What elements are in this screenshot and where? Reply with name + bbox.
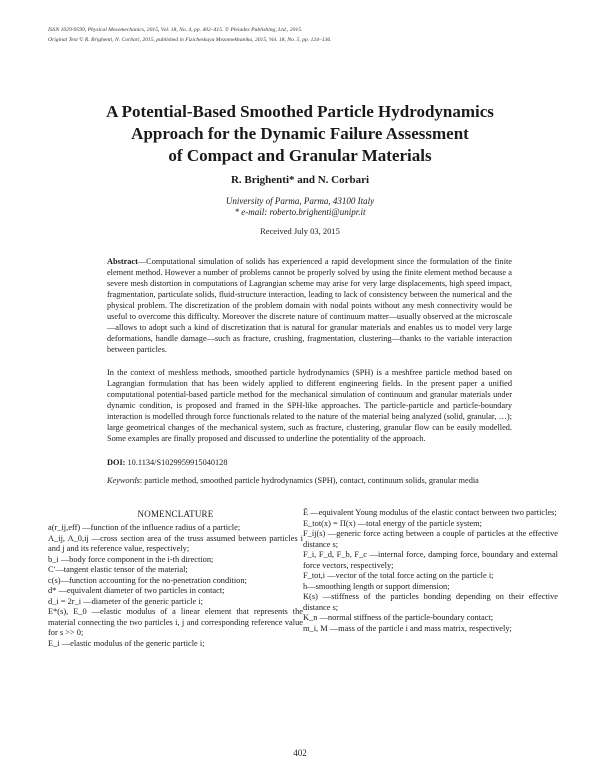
nomenclature-list-right bbox=[303, 508, 558, 634]
doi bbox=[107, 457, 227, 468]
nomenclature-entry bbox=[48, 607, 303, 639]
affiliation: University of Parma, Parma, 43100 Italy bbox=[225, 196, 375, 206]
nomenclature-symbol: a(r_ij,eff) bbox=[48, 523, 81, 532]
nomenclature-entry bbox=[303, 550, 558, 571]
nomenclature-definition: —cross section area of the truss assumed between particles i and j and its reference value, respectively; bbox=[48, 533, 303, 553]
nomenclature-symbol: K_n bbox=[303, 613, 318, 622]
title-line-3: of Compact and Granular Materials bbox=[168, 146, 432, 165]
nomenclature-definition: —body force component in the i-th direction; bbox=[58, 554, 214, 564]
authors: R. Brighenti* and N. Corbari bbox=[230, 174, 370, 186]
keywords bbox=[107, 475, 517, 486]
nomenclature-symbol: C′ bbox=[48, 565, 56, 574]
nomenclature-definition: —tangent elastic tensor of the material; bbox=[55, 565, 188, 574]
nomenclature-left-column bbox=[48, 508, 303, 649]
nomenclature-definition: —elastic modulus of the generic particle i; bbox=[59, 638, 205, 648]
nomenclature-symbol: d* bbox=[48, 586, 57, 595]
nomenclature-entry bbox=[303, 592, 558, 613]
nomenclature-symbol: m_i, M bbox=[303, 623, 328, 633]
nomenclature-symbol: h bbox=[303, 581, 308, 591]
nomenclature-definition: —diameter of the generic particle i; bbox=[81, 596, 203, 606]
nomenclature-definition: —vector of the total force acting on the particle i; bbox=[325, 571, 494, 580]
nomenclature-entry bbox=[303, 519, 558, 530]
nomenclature-symbol: c(s) bbox=[48, 575, 61, 585]
page-number: 402 bbox=[293, 748, 307, 758]
title-line-1: A Potential-Based Smoothed Particle Hydrodynamics bbox=[106, 102, 494, 121]
nomenclature-entry bbox=[48, 639, 303, 650]
nomenclature-entry bbox=[48, 534, 303, 555]
nomenclature-definition: —generic force acting between a couple of particles at the effective distance s; bbox=[303, 529, 558, 549]
nomenclature-entry bbox=[48, 576, 303, 587]
nomenclature-definition: —internal force, damping force, boundary and external force vectors, respectively; bbox=[303, 550, 558, 570]
title-line-2: Approach for the Dynamic Failure Assessment bbox=[131, 124, 469, 143]
abstract-paragraph-2: In the context of meshless methods, smoothed particle hydrodynamics (SPH) is a meshfree particle method based on Lagrangian formulation that has been widely applied to different engineering fields. In the present paper a unified computational potential-based particle method for the mechanical simulation of continuum and granular materials under dynamic condition, is proposed and framed in the SPH-like approaches. The particle-particle and particle-boundary interaction is modelled through force functionals related to the nature of the material being analyzed (solid, granular, …); large geometrical changes of the mechanical system, such as fracture, clustering, granular flow can be easily modelled. Some examples are finally proposed and discussed to underline the potentiality of the approach. bbox=[107, 368, 512, 443]
nomenclature-entry bbox=[48, 565, 303, 576]
nomenclature-definition: —function of the influence radius of a particle; bbox=[80, 523, 241, 532]
abstract-label: Abstract bbox=[107, 257, 138, 266]
nomenclature-definition: —equivalent diameter of two particles in contact; bbox=[56, 586, 225, 595]
nomenclature-definition: —mass of the particle i and mass matrix, respectively; bbox=[327, 623, 512, 633]
abstract-paragraph-1 bbox=[107, 256, 512, 366]
nomenclature-symbol: F_ij(s) bbox=[303, 529, 326, 538]
author-email: * e-mail: roberto.brighenti@unipr.it bbox=[234, 207, 366, 217]
nomenclature-heading: NOMENCLATURE bbox=[137, 509, 214, 519]
nomenclature-symbol: E_i bbox=[48, 638, 60, 648]
nomenclature-symbol: K(s) bbox=[303, 592, 318, 601]
nomenclature-entry bbox=[48, 555, 303, 566]
nomenclature-symbol: F_i, F_d, F_b, F_c bbox=[303, 550, 367, 559]
nomenclature-entry bbox=[303, 613, 558, 624]
nomenclature-entry bbox=[303, 529, 558, 550]
nomenclature-right-column bbox=[303, 508, 558, 634]
nomenclature-definition: —elastic modulus of a linear element that represents the material connecting the two particles i, j and corresponding reference value for s >> 0; bbox=[48, 607, 304, 637]
nomenclature-symbol: b_i bbox=[48, 554, 59, 564]
nomenclature-definition: —normal stiffness of the particle-boundary contact; bbox=[317, 613, 494, 622]
keywords-label: Keywords bbox=[107, 476, 140, 485]
nomenclature-list-left bbox=[48, 523, 303, 649]
nomenclature-symbol: A_ij, A_0,ij bbox=[48, 533, 89, 543]
journal-header-line-2: Original Text © R. Brighenti, N. Corbari, 2015, published in Fizicheskaya Mezomekhanika, 2015, Vol. 18, No. 5, pp. 124–136. bbox=[48, 37, 332, 43]
nomenclature-entry bbox=[303, 582, 558, 593]
nomenclature-symbol: E_tot(x) = Π(x) bbox=[303, 518, 356, 528]
abstract-text-1: —Computational simulation of solids has experienced a rapid development since the formulation of the finite element method. However a number of problems cannot be properly solved by using the finite element method because a severe mesh distortion in computations of Lagrangian scheme may arise for very large displacements, high speed impact, fragmentation, particulate solids, fluid-structure interaction, leading to lack of consistency between the numerical and the physical problem. The discretization of the problem domain with nodal points without any mesh connectivity would be useful to overcome this difficulty. Moreover the discrete nature of continuum matter—usually observed at the microscale—allows to adopt such a kind of discretization that is natural for granular materials and enables us to model very large deformations, handle damage—such as fracture, crushing, fragmentation, clustering—thanks to the variable interaction between particles. bbox=[107, 257, 512, 354]
nomenclature-definition: —stiffness of the particles bonding depending on their effective distance s; bbox=[303, 592, 558, 612]
nomenclature-entry bbox=[303, 508, 558, 519]
nomenclature-definition: —equivalent Young modulus of the elastic contact between two particles; bbox=[308, 508, 557, 517]
doi-value[interactable]: 10.1134/S1029959915040128 bbox=[127, 458, 228, 467]
nomenclature-entry bbox=[303, 624, 558, 635]
nomenclature-symbol: d_i = 2r_i bbox=[48, 596, 82, 606]
nomenclature-definition: —total energy of the particle system; bbox=[355, 518, 483, 528]
nomenclature-entry bbox=[48, 523, 303, 534]
keywords-value: : particle method, smoothed particle hydrodynamics (SPH), contact, continuum solids, granular media bbox=[139, 476, 479, 485]
doi-label: DOI: bbox=[107, 458, 126, 467]
nomenclature-entry bbox=[303, 571, 558, 582]
received-date: Received July 03, 2015 bbox=[260, 226, 340, 236]
journal-header-line-1: ISSN 1029-9599, Physical Mesomechanics, 2015, Vol. 18, No. 4, pp. 402–415. © Pleiades Publishing, Ltd., 2015. bbox=[48, 27, 303, 33]
nomenclature-symbol: E*(s), E_0 bbox=[48, 607, 87, 616]
nomenclature-definition: —smoothing length or support dimension; bbox=[307, 581, 450, 591]
nomenclature-symbol: Ē bbox=[303, 508, 309, 517]
nomenclature-entry bbox=[48, 586, 303, 597]
nomenclature-entry bbox=[48, 597, 303, 608]
nomenclature-symbol: F_tot,i bbox=[303, 571, 326, 580]
nomenclature-definition: —function accounting for the no-penetration condition; bbox=[60, 575, 247, 585]
